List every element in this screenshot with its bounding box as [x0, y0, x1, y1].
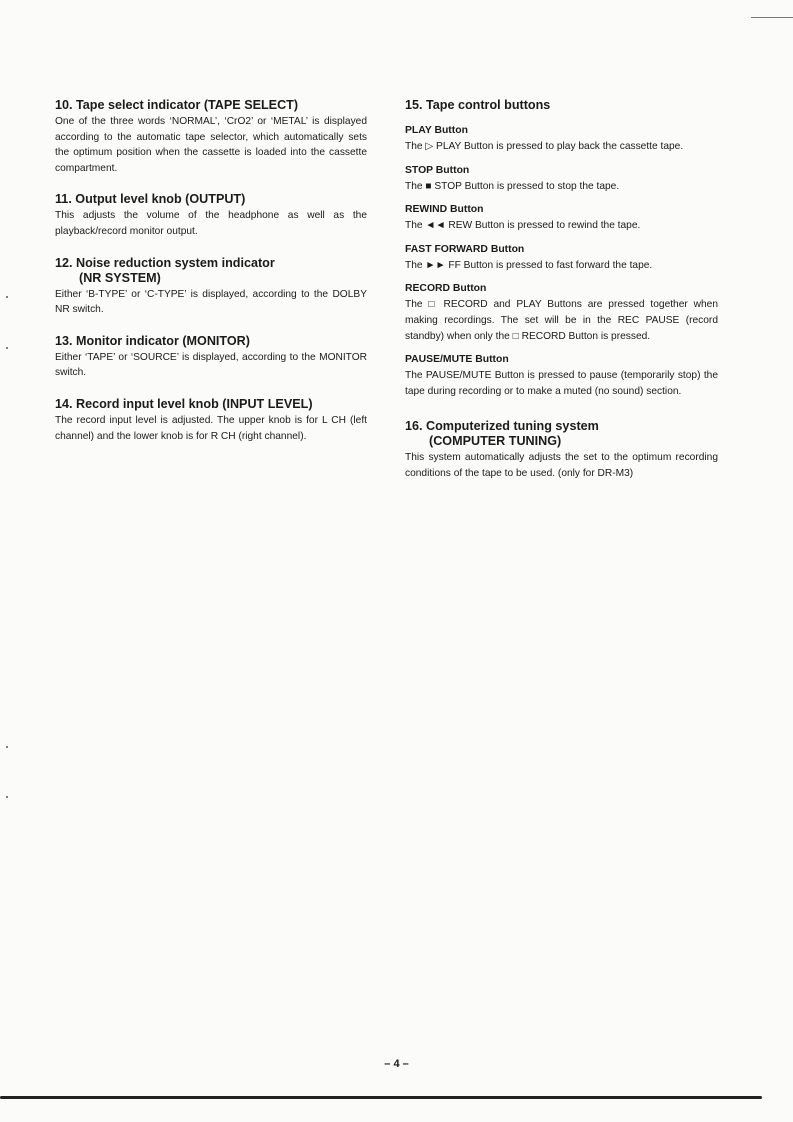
control-fast-forward: [405, 243, 718, 274]
section-computer-tuning: [405, 419, 718, 481]
control-title: FAST FORWARD Button: [405, 243, 525, 255]
bottom-rule: [0, 1096, 762, 1099]
control-pause-mute: [405, 353, 718, 399]
section-body: One of the three words ‘NORMAL’, ‘CrO2’ or ‘METAL’ is displayed according to the automatic tape selector, which automatically sets the optimum position when the cassette is loaded into the cassette compartment.: [55, 116, 367, 174]
section-body: This system automatically adjusts the set to the optimum recording conditions of the tape to be used. (only for DR-M3): [405, 452, 718, 479]
control-body: The ▷ PLAY Button is pressed to play back the cassette tape.: [405, 141, 684, 152]
margin-mark: [6, 796, 8, 798]
control-title: REWIND Button: [405, 204, 484, 216]
control-title: STOP Button: [405, 164, 470, 176]
section-body: Either ‘TAPE’ or ‘SOURCE’ is displayed, according to the MONITOR switch.: [55, 351, 367, 379]
heading-text: 12. Noise reduction system indicator: [55, 255, 275, 270]
heading-subtitle: (NR SYSTEM): [79, 270, 161, 285]
page-number: – 4 –: [384, 1058, 409, 1070]
section-body: This adjusts the volume of the headphone as well as the playback/record monitor output.: [55, 210, 367, 237]
section-monitor: [55, 334, 367, 381]
right-column: [405, 98, 718, 502]
heading-text: 10. Tape select indicator (TAPE SELECT): [55, 98, 299, 112]
left-column: [55, 98, 367, 460]
section-tape-controls: [405, 98, 718, 399]
control-body: The PAUSE/MUTE Button is pressed to pause (temporarily stop) the tape during recording or to make a muted (no sound) section.: [405, 370, 718, 397]
section-output-level: [55, 192, 367, 239]
heading-text: 11. Output level knob (OUTPUT): [55, 192, 246, 207]
heading-text: 16. Computerized tuning system: [405, 419, 599, 434]
control-body: The ■ STOP Button is pressed to stop the tape.: [405, 180, 620, 192]
heading-text: 13. Monitor indicator (MONITOR): [55, 333, 250, 348]
section-body: The record input level is adjusted. The upper knob is for L CH (left channel) and the lower knob is for R CH (right channel).: [55, 414, 367, 442]
control-rewind: [405, 203, 718, 234]
control-title: PLAY Button: [405, 125, 468, 136]
control-body: The ◄◄ REW Button is pressed to rewind the tape.: [405, 220, 641, 232]
control-record: [405, 282, 718, 344]
control-stop: [405, 164, 718, 195]
section-heading: 15. Tape control buttons: [405, 98, 551, 112]
section-body: Either ‘B-TYPE’ or ‘C-TYPE’ is displayed, according to the DOLBY NR switch.: [55, 288, 367, 316]
section-heading: [55, 256, 367, 286]
section-heading: [55, 334, 367, 349]
section-heading: [55, 192, 367, 207]
heading-subtitle: (COMPUTER TUNING): [429, 434, 562, 449]
heading-text: 14. Record input level knob (INPUT LEVEL): [55, 396, 313, 411]
control-body: The ►► FF Button is pressed to fast forward the tape.: [405, 259, 653, 271]
top-edge-rule: [751, 17, 793, 18]
section-tape-select: [55, 98, 367, 176]
margin-mark: [6, 746, 8, 748]
section-heading: [55, 397, 367, 412]
section-heading: [405, 419, 718, 449]
margin-mark: [6, 296, 8, 298]
control-body: The □ RECORD and PLAY Buttons are pressed together when making recordings. The set will be in the REC PAUSE (record standby) when only the □ RECORD Button is pressed.: [405, 299, 718, 342]
control-title: PAUSE/MUTE Button: [405, 354, 509, 366]
section-nr-system: [55, 256, 367, 318]
section-input-level: [55, 397, 367, 444]
control-play: [405, 124, 718, 155]
control-title: RECORD Button: [405, 283, 487, 295]
section-heading: [55, 98, 367, 113]
margin-mark: [6, 347, 8, 349]
